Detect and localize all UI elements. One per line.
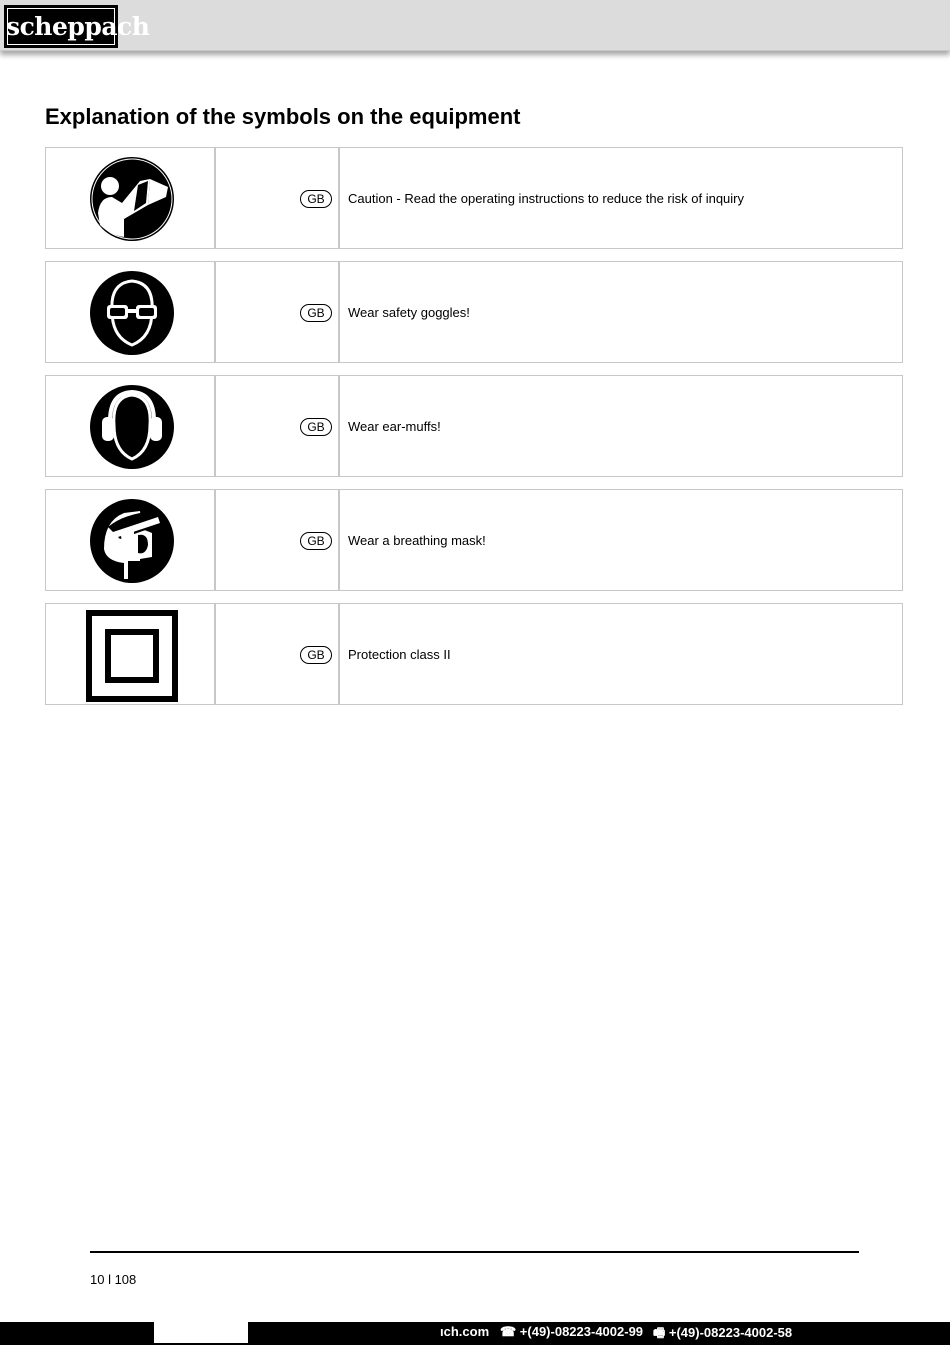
lang-badge-gb: GB — [300, 304, 332, 322]
lang-badge-gb: GB — [300, 190, 332, 208]
page-number: 10 l 108 — [90, 1272, 137, 1287]
protection-class-ii-icon — [86, 610, 178, 702]
symbol-cell — [46, 490, 216, 590]
symbol-cell — [46, 148, 216, 248]
footer-phone: ☎ +(49)-08223-4002-99 — [500, 1324, 644, 1339]
description-cell — [340, 148, 902, 248]
read-manual-icon — [90, 157, 174, 241]
page-title: Explanation of the symbols on the equipment — [45, 104, 521, 129]
breathing-mask-icon — [90, 499, 174, 583]
ear-muffs-icon — [90, 385, 174, 469]
footer-bar-gap — [154, 1322, 248, 1343]
symbol-description: Wear ear-muffs! — [348, 419, 441, 434]
lang-cell — [216, 148, 340, 248]
safety-goggles-icon — [90, 271, 174, 355]
symbol-row-read-manual — [45, 147, 903, 249]
lang-cell — [216, 376, 340, 476]
symbol-row-protection-class-ii — [45, 603, 903, 705]
description-cell — [340, 604, 902, 704]
symbol-description: Wear safety goggles! — [348, 305, 470, 320]
lang-cell — [216, 490, 340, 590]
description-cell — [340, 262, 902, 362]
symbol-cell — [46, 604, 216, 704]
symbol-row-breathing-mask — [45, 489, 903, 591]
symbol-cell — [46, 376, 216, 476]
symbol-description: Caution - Read the operating instructions to reduce the risk of inquiry — [348, 191, 744, 206]
footer-fax: 🖷 +(49)-08223-4002-58 — [653, 1325, 793, 1340]
symbol-description: Protection class II — [348, 647, 451, 662]
symbol-cell — [46, 262, 216, 362]
lang-badge-gb: GB — [300, 418, 332, 436]
lang-badge-gb: GB — [300, 646, 332, 664]
footer-divider — [90, 1251, 859, 1253]
lang-cell — [216, 604, 340, 704]
symbol-row-ear-muffs — [45, 375, 903, 477]
symbol-description: Wear a breathing mask! — [348, 533, 486, 548]
symbol-row-safety-goggles — [45, 261, 903, 363]
lang-badge-gb: GB — [300, 532, 332, 550]
scheppach-logo: scheppach — [4, 5, 118, 48]
lang-cell — [216, 262, 340, 362]
footer-website: ıch.com — [440, 1324, 490, 1339]
description-cell — [340, 376, 902, 476]
description-cell — [340, 490, 902, 590]
